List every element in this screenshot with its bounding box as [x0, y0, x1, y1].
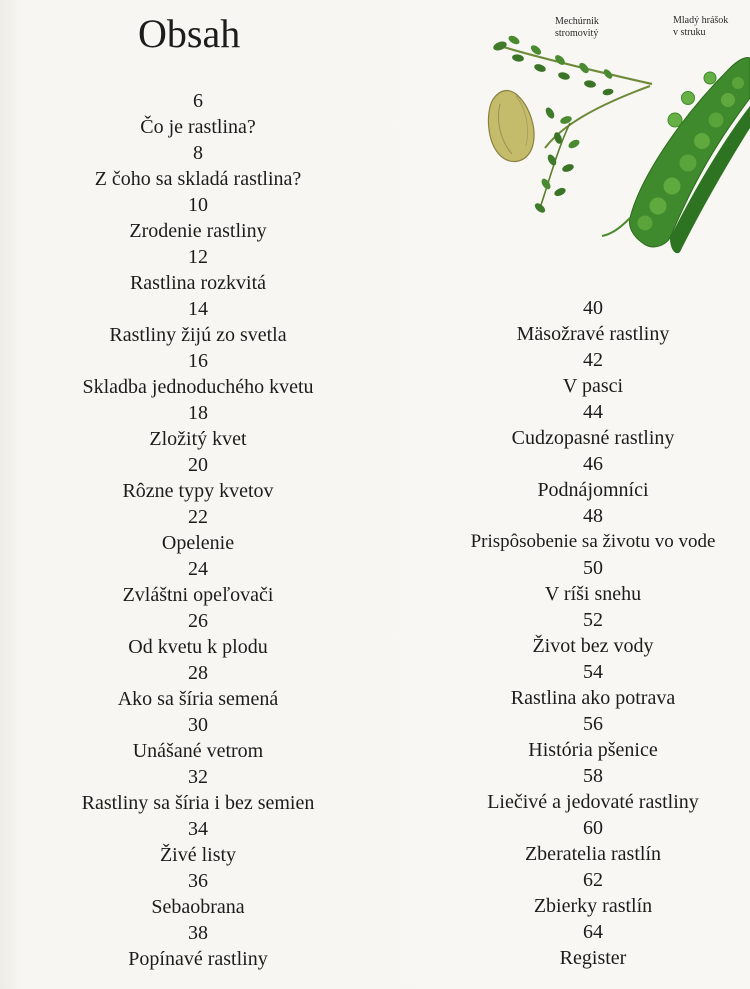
toc-label: Register	[559, 947, 627, 969]
toc-entry[interactable]	[393, 503, 750, 555]
toc-label: Zrodenie rastliny	[129, 220, 267, 242]
toc-page-number: 26	[188, 610, 208, 632]
toc-page-number: 48	[583, 505, 603, 527]
toc-label: Od kvetu k plodu	[128, 636, 268, 658]
toc-entry[interactable]	[393, 607, 750, 659]
toc-page-number: 16	[188, 350, 208, 372]
toc-label: Rôzne typy kvetov	[122, 480, 274, 502]
toc-label: Ako sa šíria semená	[117, 688, 279, 710]
toc-page-number: 20	[188, 454, 208, 476]
toc-label: Sebaobrana	[151, 896, 245, 918]
toc-label: Rastliny sa šíria i bez semien	[81, 792, 315, 814]
toc-page-number: 18	[188, 402, 208, 424]
toc-label: Rastliny žijú zo svetla	[109, 324, 287, 346]
toc-label: Unášané vetrom	[132, 740, 264, 762]
toc-entry[interactable]	[0, 296, 398, 348]
toc-label: Čo je rastlina?	[140, 116, 256, 138]
toc-entry[interactable]	[0, 348, 398, 400]
toc-label: Rastlina rozkvitá	[129, 272, 267, 294]
toc-page-number: 54	[583, 661, 603, 683]
toc-page-number: 10	[188, 194, 208, 216]
toc-label: Život bez vody	[532, 635, 654, 657]
toc-entry[interactable]	[393, 451, 750, 503]
toc-entry[interactable]	[393, 399, 750, 451]
toc-page-number: 30	[188, 714, 208, 736]
toc-entry[interactable]	[393, 711, 750, 763]
toc-label: Z čoho sa skladá rastlina?	[94, 168, 302, 190]
toc-entry[interactable]	[393, 867, 750, 919]
toc-right-column	[393, 295, 750, 971]
page-title: Obsah	[138, 11, 241, 56]
toc-entry[interactable]	[0, 816, 398, 868]
toc-page-number: 8	[193, 142, 203, 164]
toc-entry[interactable]	[0, 244, 398, 296]
toc-entry[interactable]	[0, 608, 398, 660]
toc-label: Podnájomníci	[537, 479, 649, 501]
toc-entry[interactable]	[0, 452, 398, 504]
toc-page-number: 36	[188, 870, 208, 892]
toc-label: Prispôsobenie sa životu vo vode	[470, 531, 716, 552]
toc-entry[interactable]	[393, 815, 750, 867]
toc-label: V pasci	[562, 375, 624, 397]
toc-page-number: 22	[188, 506, 208, 528]
toc-entry[interactable]	[0, 660, 398, 712]
toc-entry[interactable]	[393, 659, 750, 711]
toc-page-number: 52	[583, 609, 603, 631]
toc-label: Zbierky rastlín	[533, 895, 653, 917]
toc-entry[interactable]	[393, 347, 750, 399]
toc-entry[interactable]	[0, 140, 398, 192]
bladder-senna-icon	[488, 34, 652, 215]
toc-entry[interactable]	[393, 763, 750, 815]
toc-entry[interactable]	[393, 295, 750, 347]
toc-label: Mäsožravé rastliny	[516, 323, 670, 345]
toc-page-number: 58	[583, 765, 603, 787]
toc-entry[interactable]	[393, 919, 750, 971]
toc-entry[interactable]	[0, 192, 398, 244]
caption-young-pea-text: Mladý hrášok v struku	[673, 15, 729, 38]
toc-entry[interactable]	[0, 504, 398, 556]
toc-entry[interactable]	[0, 764, 398, 816]
toc-entry[interactable]	[0, 88, 398, 140]
toc-entry[interactable]	[0, 712, 398, 764]
pea-pod-icon	[602, 57, 750, 253]
toc-left-column	[0, 88, 398, 972]
toc-page-number: 6	[193, 90, 203, 112]
toc-label: Popínavé rastliny	[128, 948, 268, 970]
plant-illustration	[480, 28, 750, 263]
toc-page-number: 12	[188, 246, 208, 268]
toc-label: Zberatelia rastlín	[524, 843, 662, 865]
toc-page-number: 34	[188, 818, 208, 840]
toc-page-number: 28	[188, 662, 208, 684]
toc-entry[interactable]	[0, 556, 398, 608]
toc-page-number: 32	[188, 766, 208, 788]
toc-label: Skladba jednoduchého kvetu	[82, 376, 314, 398]
toc-label: Zvláštni opeľovači	[122, 584, 274, 606]
toc-page-number: 64	[583, 921, 603, 943]
toc-page-number: 50	[583, 557, 603, 579]
toc-label: Opelenie	[161, 532, 235, 554]
toc-entry[interactable]	[0, 868, 398, 920]
toc-label: História pšenice	[528, 739, 658, 761]
toc-label: Rastlina ako potrava	[510, 687, 676, 709]
toc-label: Liečivé a jedovaté rastliny	[487, 791, 699, 813]
toc-page-number: 40	[583, 297, 603, 319]
toc-label: Zložitý kvet	[149, 428, 247, 450]
toc-label: Živé listy	[159, 844, 237, 866]
toc-page-number: 42	[583, 349, 603, 371]
toc-page-number: 38	[188, 922, 208, 944]
toc-page-number: 14	[188, 298, 208, 320]
toc-label: Cudzopasné rastliny	[511, 427, 675, 449]
toc-label: V ríši snehu	[544, 583, 642, 605]
toc-page-number: 46	[583, 453, 603, 475]
toc-entry[interactable]	[393, 555, 750, 607]
toc-page-number: 60	[583, 817, 603, 839]
toc-page-number: 44	[583, 401, 603, 423]
toc-page-number: 24	[188, 558, 208, 580]
toc-entry[interactable]	[0, 920, 398, 972]
caption-bladder-senna-text: Mechúrnik stromovitý	[555, 16, 599, 39]
toc-page-number: 62	[583, 869, 603, 891]
toc-page-number: 56	[583, 713, 603, 735]
toc-entry[interactable]	[0, 400, 398, 452]
